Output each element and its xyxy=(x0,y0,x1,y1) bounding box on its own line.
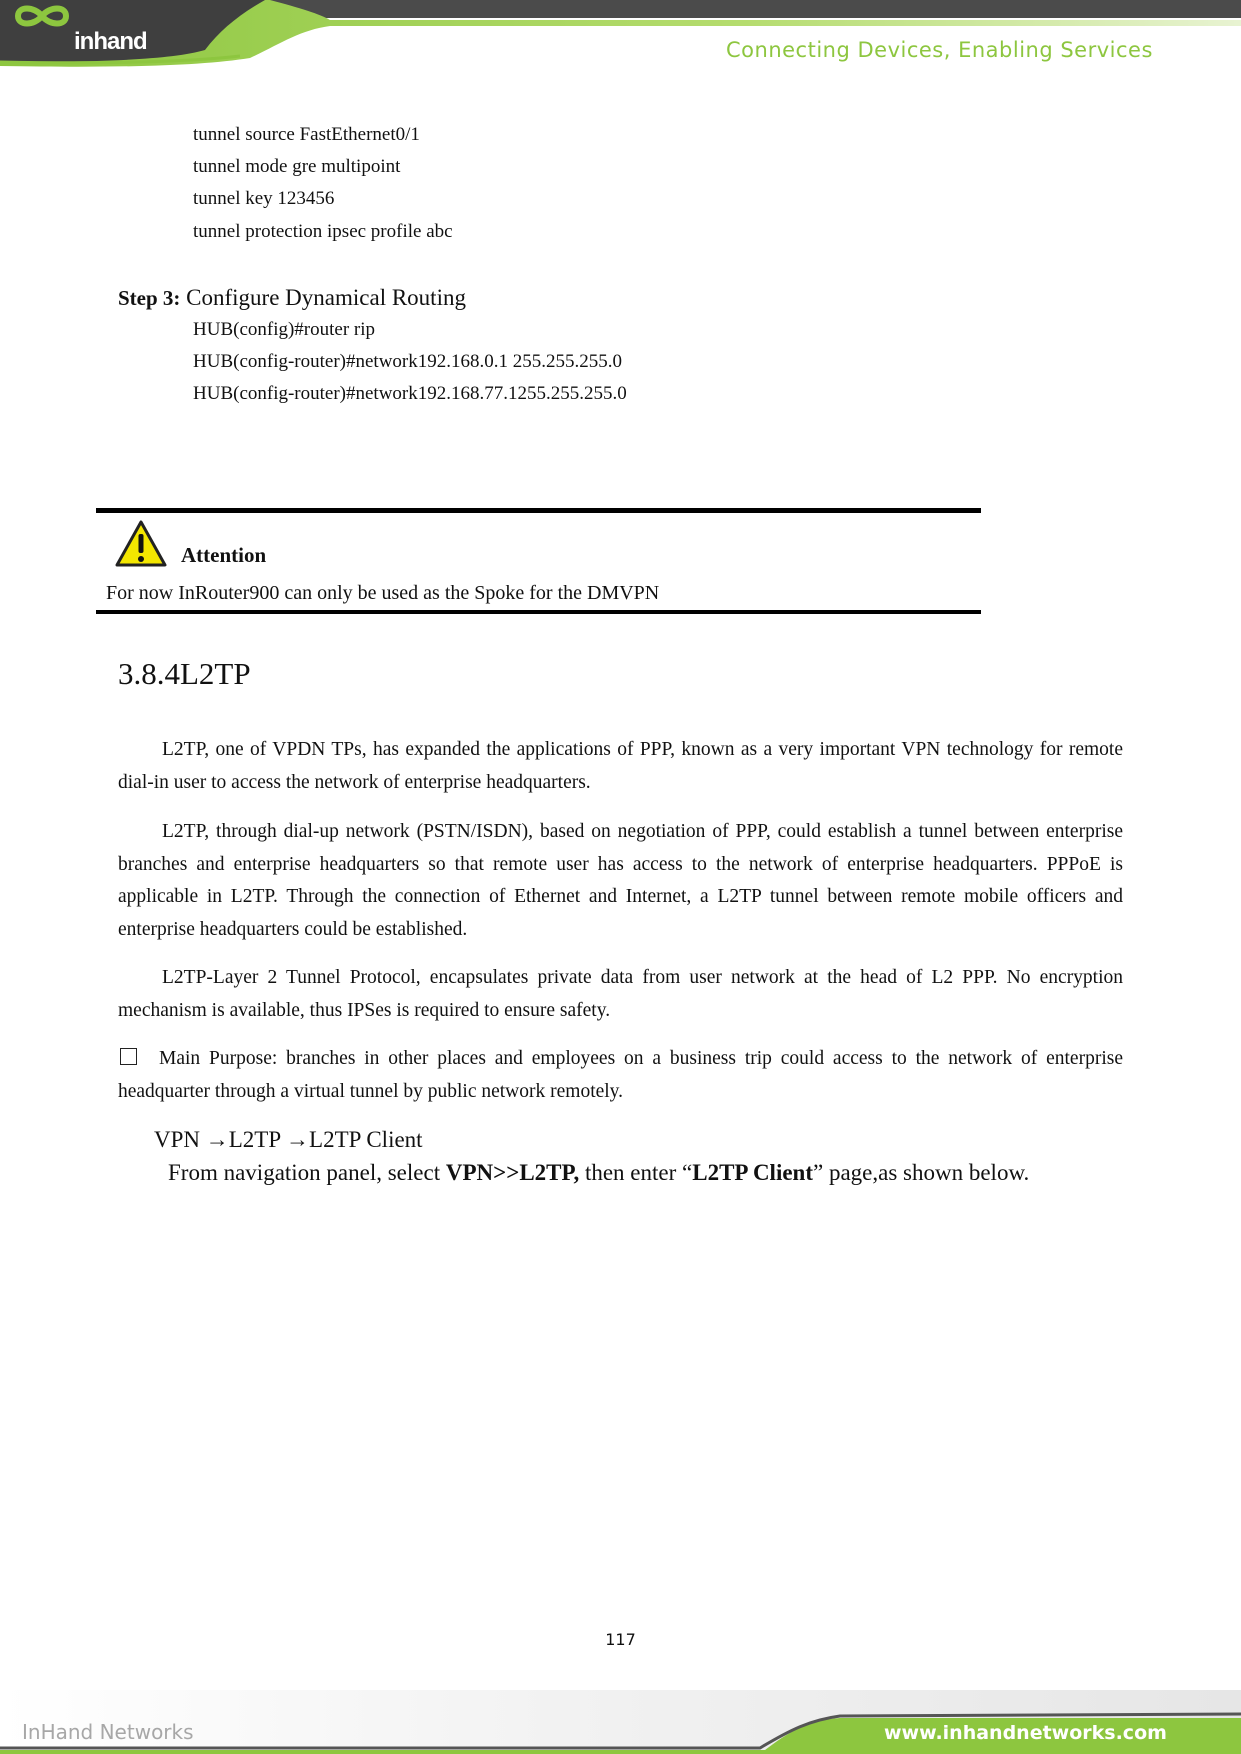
code-line: tunnel key 123456 xyxy=(193,188,335,209)
bullet-text: Main Purpose: branches in other places and employees on a business trip could access to the network of enterprise headquarter through a virtual tunnel by public network remotely. xyxy=(118,1048,1123,1102)
paragraph-text: L2TP-Layer 2 Tunnel Protocol, encapsulates private data from user network at the head of L2 PPP. No encryption mechanism is available, thus IPSes is required to ensure safety. xyxy=(118,967,1123,1021)
attention-text: For now InRouter900 can only be used as the Spoke for the DMVPN xyxy=(106,582,660,604)
attention-bottom-rule xyxy=(96,610,981,614)
section-heading: 3.8.4L2TP xyxy=(118,656,251,691)
inhand-logo-icon xyxy=(0,0,84,60)
step-3-heading xyxy=(118,285,466,311)
footer-website: www.inhandnetworks.com xyxy=(884,1722,1167,1744)
header-tagline: Connecting Devices, Enabling Services xyxy=(726,38,1153,62)
page-footer xyxy=(0,1690,1241,1754)
step-label: Step 3: xyxy=(118,286,181,310)
code-line: HUB(config-router)#network192.168.77.1255.255.255.0 xyxy=(193,383,627,404)
page-number: 117 xyxy=(605,1630,636,1649)
navigation-path: VPN →L2TP →L2TP Client xyxy=(154,1127,423,1152)
step-title: Configure Dynamical Routing xyxy=(180,285,466,310)
code-line: tunnel protection ipsec profile abc xyxy=(193,221,453,242)
paragraph xyxy=(118,816,1123,946)
navigation-instruction: From navigation panel, select VPN>>L2TP, then enter “L2TP Client” page,as shown below. xyxy=(168,1160,1030,1185)
paragraph xyxy=(118,734,1123,799)
footer-company: InHand Networks xyxy=(22,1720,194,1744)
paragraph xyxy=(118,962,1123,1027)
bullet-item xyxy=(118,1043,1123,1108)
attention-top-rule xyxy=(96,508,981,513)
paragraph-text: L2TP, through dial-up network (PSTN/ISDN), based on negotiation of PPP, could establish a tunnel between enterprise branches and enterprise headquarters so that remote user has access to the network of enterprise headquarters. PPPoE is applicable in L2TP. Through the connection of Ethernet and Internet, a L2TP tunnel between remote mobile officers and enterprise headquarters could be established. xyxy=(118,821,1123,940)
code-line: tunnel mode gre multipoint xyxy=(193,156,401,177)
attention-label: Attention xyxy=(181,543,267,567)
warning-icon xyxy=(114,519,168,569)
page-header xyxy=(0,0,1241,80)
logo-text: inhand xyxy=(74,28,147,55)
code-line: HUB(config-router)#network192.168.0.1 255.255.255.0 xyxy=(193,351,623,372)
paragraph-text: L2TP, one of VPDN TPs, has expanded the applications of PPP, known as a very important VPN technology for remote dial-in user to access the network of enterprise headquarters. xyxy=(118,739,1123,793)
code-line: HUB(config)#router rip xyxy=(193,319,376,340)
code-line: tunnel source FastEthernet0/1 xyxy=(193,124,420,145)
checkbox-icon xyxy=(120,1048,137,1065)
